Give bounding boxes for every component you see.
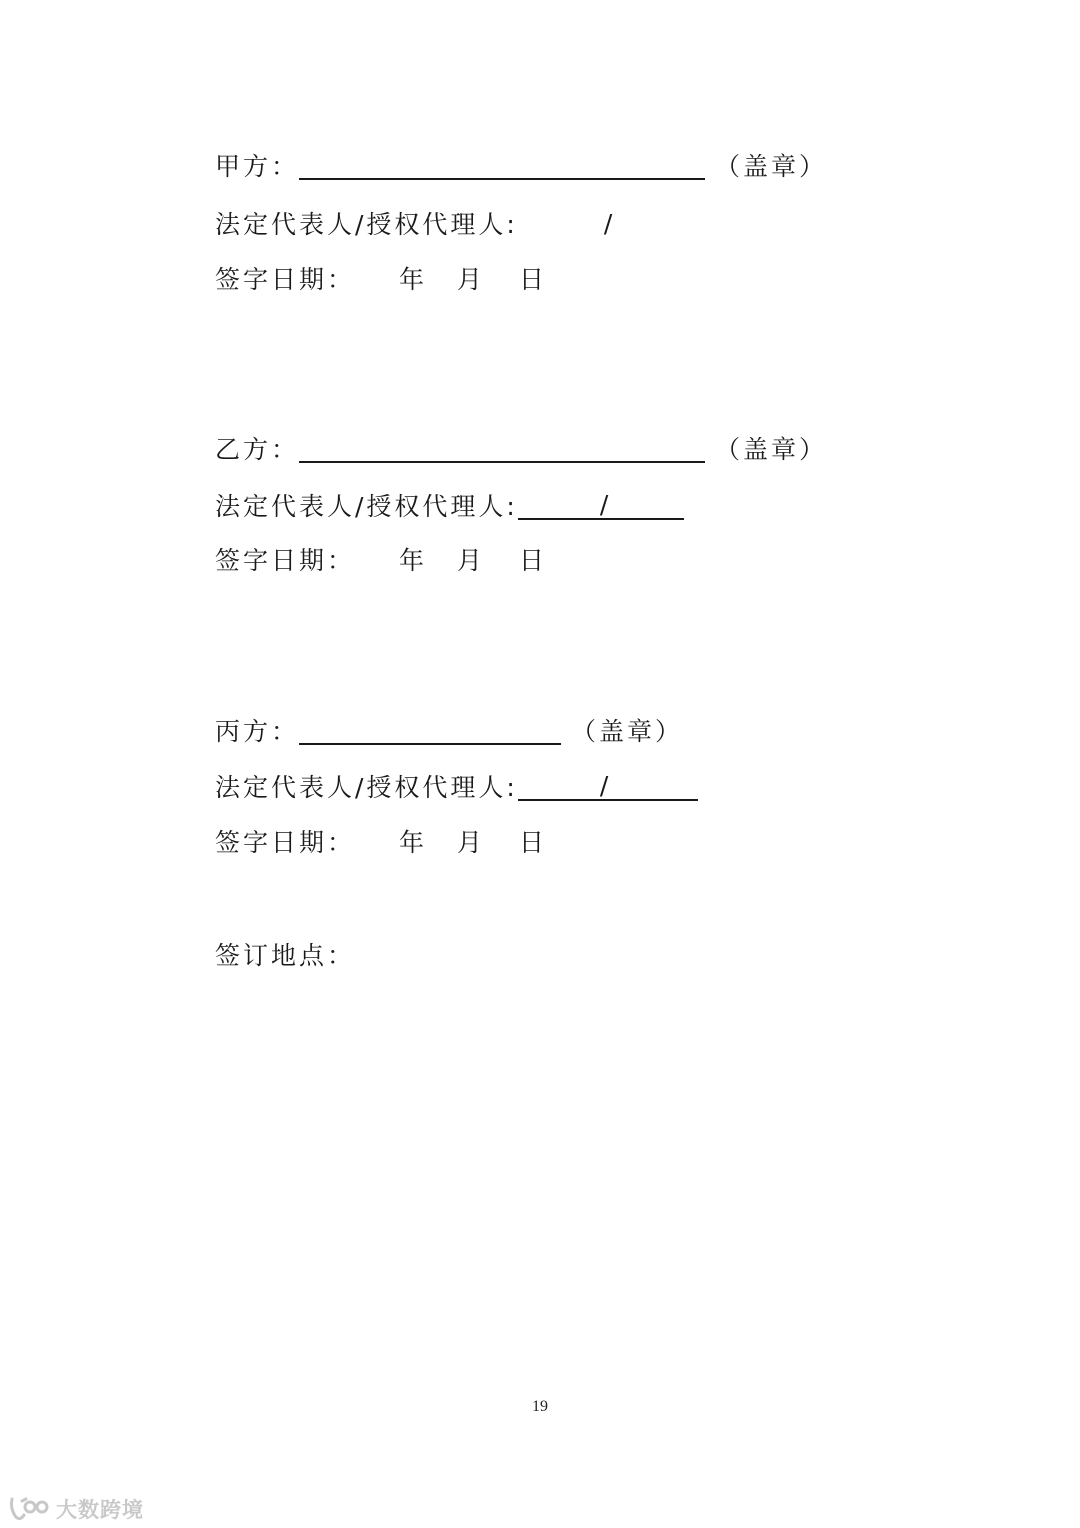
party-a-date-day: 日 (519, 265, 548, 294)
party-c-label: 丙方： (215, 717, 300, 746)
party-c-date-row (215, 821, 547, 861)
party-b-rep-label: 法定代表人/授权代理人: (215, 492, 518, 521)
party-c-rep-row (215, 766, 698, 806)
party-a-rep-label: 法定代表人/授权代理人: (215, 210, 518, 239)
party-b-label: 乙方： (215, 435, 300, 464)
party-b-rep-row (215, 485, 684, 525)
party-c-rep-label: 法定代表人/授权代理人: (215, 773, 518, 802)
party-b-date-day: 日 (519, 546, 548, 575)
party-c-name-field[interactable] (299, 715, 561, 745)
party-c-rep-field[interactable] (518, 771, 698, 801)
party-c-rep-slash: / (599, 771, 612, 800)
party-c-seal-label: （盖章） (571, 717, 684, 746)
party-a-date-month: 月 (457, 265, 486, 294)
party-a-date-label: 签字日期： (215, 265, 356, 294)
party-c-date-day: 日 (519, 828, 548, 857)
party-c-name-row (215, 710, 683, 750)
party-c-date-month: 月 (457, 828, 486, 857)
party-b-date-month: 月 (457, 546, 486, 575)
party-a-label: 甲方： (215, 152, 300, 181)
party-a-rep-row (215, 203, 615, 243)
party-a-name-field[interactable] (299, 150, 705, 180)
party-b-seal-label: （盖章） (715, 435, 828, 464)
watermark-text: 大数跨境 (56, 1498, 144, 1522)
party-b-date-label: 签字日期： (215, 546, 356, 575)
party-b-date-row (215, 539, 547, 579)
signing-place-label: 签订地点： (215, 941, 356, 970)
page-number: 19 (532, 1398, 548, 1415)
watermark (8, 1494, 144, 1524)
party-b-name-row (215, 428, 827, 468)
party-a-seal-label: （盖章） (715, 152, 828, 181)
party-c-date-label: 签字日期： (215, 828, 356, 857)
brand-logo-icon (8, 1495, 52, 1523)
party-b-rep-slash: / (599, 490, 612, 519)
party-a-date-year: 年 (399, 265, 428, 294)
party-a-name-row (215, 145, 827, 185)
party-b-date-year: 年 (399, 546, 428, 575)
party-b-name-field[interactable] (299, 433, 705, 463)
party-c-date-year: 年 (399, 828, 428, 857)
party-a-rep-slash: / (603, 208, 616, 238)
signing-place-row (215, 934, 355, 974)
party-a-date-row (215, 258, 547, 298)
party-b-rep-field[interactable] (518, 490, 684, 520)
